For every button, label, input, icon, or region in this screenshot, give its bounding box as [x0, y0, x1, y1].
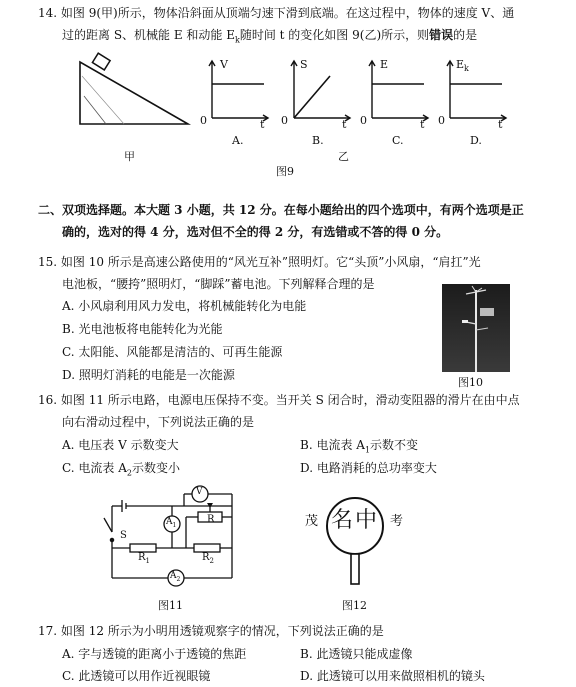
- q15-option-b: B. 光电池板将电能转化为光能: [62, 322, 223, 336]
- graph-d-ylabel: [456, 58, 469, 73]
- q16-line1: 16. 如图 11 所示电路，电源电压保持不变。当开关 S 闭合时，滑动变阻器的滑片在由中点: [38, 393, 520, 407]
- q16-option-b-sub: 1: [364, 445, 371, 455]
- resistor-r1-sub: 1: [145, 557, 150, 565]
- label-yi: 乙: [338, 150, 349, 163]
- fig9-caption: 图9: [276, 165, 294, 178]
- rheostat-label: R: [207, 514, 215, 525]
- q17-line1: 17. 如图 12 所示为小明用透镜观察字的情况，下列说法正确的是: [38, 624, 384, 638]
- graph-d-xlabel: t: [498, 118, 503, 131]
- lens-left-char: 茂: [305, 514, 319, 529]
- lens-center-chars: 名中: [331, 508, 380, 533]
- graph-c-option: C.: [392, 134, 404, 147]
- graph-c-origin: 0: [360, 114, 367, 127]
- q15-option-c: C. 太阳能、风能都是清洁的、可再生能源: [62, 345, 283, 359]
- graph-c-xlabel: t: [420, 118, 425, 131]
- q14-line2-mid: 随时间 t 的变化如图 9(乙)所示，则: [239, 28, 430, 42]
- label-jia: 甲: [124, 150, 135, 163]
- graph-a: [208, 60, 268, 122]
- graph-a-ylabel: V: [220, 58, 228, 71]
- q14-line2: [62, 28, 477, 47]
- ammeter-a1-main: A: [166, 517, 173, 527]
- resistor-r2-label: [202, 552, 214, 565]
- graph-c: [368, 60, 428, 122]
- switch-label: S: [120, 530, 127, 541]
- q16-line2: 向右滑动过程中，下列说法正确的是: [62, 415, 255, 429]
- street-lamp-photo: [442, 284, 510, 372]
- graph-d-option: D.: [470, 134, 482, 147]
- q14-line2-bold: 错误: [429, 28, 454, 42]
- fig10-caption: 图10: [458, 376, 483, 389]
- q14-line2-sub: k: [235, 35, 240, 45]
- graph-d: [446, 60, 506, 122]
- q15-option-a: A. 小风扇利用风力发电，将机械能转化为电能: [62, 299, 307, 313]
- ammeter-a1-label: [166, 517, 176, 529]
- graph-d-ylabel-main: E: [456, 58, 465, 71]
- lens-right-char: 考: [390, 514, 404, 529]
- graph-b-origin: 0: [281, 114, 288, 127]
- q16-option-b: [300, 438, 418, 457]
- q16-option-b-pre: B. 电流表 A: [300, 438, 365, 452]
- q14-line2-post: 的是: [453, 28, 478, 42]
- q17-option-c: C. 此透镜可以用作近视眼镜: [62, 669, 211, 683]
- ammeter-a2-sub: 2: [176, 575, 181, 583]
- q16-option-d: D. 电路消耗的总功率变大: [300, 461, 437, 475]
- graph-a-xlabel: t: [260, 118, 265, 131]
- resistor-r2-sub: 2: [209, 557, 214, 565]
- graph-c-ylabel: E: [380, 58, 389, 71]
- q16-option-a: A. 电压表 V 示数变大: [62, 438, 179, 452]
- graph-b-ylabel: S: [300, 58, 308, 71]
- graph-d-ylabel-sub: k: [464, 64, 469, 74]
- q14-line1: 14. 如图 9(甲)所示，物体沿斜面从顶端匀速下滑到底端。在这过程中，物体的速度 V、通: [38, 6, 515, 20]
- ammeter-a1-sub: 1: [172, 521, 177, 529]
- resistor-r1-main: R: [138, 552, 146, 563]
- fig11-caption: 图11: [158, 599, 183, 612]
- section2-line2: 确的，选对的得 4 分，选对但不全的得 2 分，有选错或不答的得 0 分。: [62, 225, 449, 239]
- ammeter-a2-label: [170, 571, 180, 583]
- graph-a-option: A.: [232, 134, 244, 147]
- q16-option-c-sub: 2: [126, 468, 132, 478]
- q17-option-a: A. 字与透镜的距离小于透镜的焦距: [62, 647, 247, 661]
- resistor-r2-main: R: [202, 552, 210, 563]
- graph-b-option: B.: [312, 134, 324, 147]
- resistor-r1-label: [138, 552, 150, 565]
- q15-option-d: D. 照明灯消耗的电能是一次能源: [62, 368, 235, 382]
- fig12-caption: 图12: [342, 599, 367, 612]
- q16-option-c-pre: C. 电流表 A: [62, 461, 127, 475]
- ammeter-a2-main: A: [170, 571, 177, 581]
- q16-option-c-post: 示数变小: [131, 461, 180, 475]
- graph-b-xlabel: t: [342, 118, 347, 131]
- q16-option-c: [62, 461, 180, 480]
- q14-line2-pre: 过的距离 S、机械能 E 和动能 E: [62, 28, 235, 42]
- q15-line2: 电池板，“腰挎”照明灯，“脚踩”蓄电池。下列解释合理的是: [62, 277, 375, 291]
- graph-b: [290, 60, 350, 122]
- q17-option-b: B. 此透镜只能成虚像: [300, 647, 413, 661]
- q17-option-d: D. 此透镜可以用来做照相机的镜头: [300, 669, 485, 683]
- graph-d-origin: 0: [438, 114, 445, 127]
- voltmeter-label: V: [196, 487, 203, 497]
- q16-option-b-post: 示数不变: [370, 438, 419, 452]
- q15-line1: 15. 如图 10 所示是高速公路使用的“风光互补”照明灯。它“头顶”小风扇，“肩扛”光: [38, 255, 481, 269]
- incline-figure: [80, 56, 190, 136]
- section2-line1: 二、双项选择题。本大题 3 小题，共 12 分。在每小题给出的四个选项中，有两个选项是正: [38, 203, 524, 217]
- graph-a-origin: 0: [200, 114, 207, 127]
